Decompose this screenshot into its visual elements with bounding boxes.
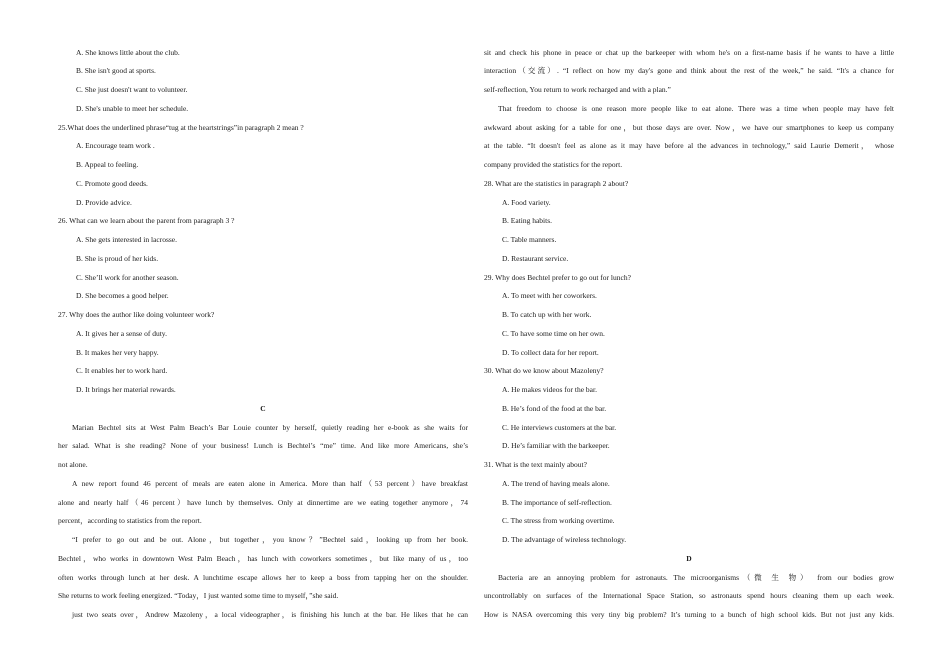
q30-option-a: A. He makes videos for the bar. [502, 385, 597, 394]
q27-option-d: D. It brings her material rewards. [76, 385, 176, 394]
q27-option-b: B. It makes her very happy. [76, 347, 159, 357]
q31-option-a: A. The trend of having meals alone. [502, 478, 610, 488]
passage-c-cont-p1-line1: sit and check his phone in peace or chat up the barkeeper with whom he's on a first-name basis if he wants to have a little [484, 47, 894, 57]
passage-c-cont-p1-line3: self-reflection, You return to work recharged and with a plan.” [484, 85, 671, 94]
passage-c-p2-line1: A new report found 46 percent of meals are eaten alone in America. More than half（53 percent）have breakfast [72, 478, 468, 488]
section-d-heading: D [686, 553, 692, 563]
passage-c-cont-p2-line3: at the table. “It doesn't feel as alone as it may have before al the advances in technology,” said Laurie Demerit， whose [484, 141, 894, 151]
passage-c-p2-line2: alone and nearly half（46 percent）have lunch by themselves. Only at dinnertime are we eating together anymore，74 [58, 497, 468, 507]
q25-option-c: C. Promote good deeds. [76, 178, 148, 188]
q27-question: 27. Why does the author like doing volunteer work? [58, 310, 215, 319]
q24-option-c: C. She just doesn't want to volunteer. [76, 85, 188, 94]
q30-option-c: C. He interviews customers at the bar. [502, 422, 617, 432]
q31-option-d: D. The advantage of wireless technology. [502, 535, 627, 544]
q31-option-b: B. The importance of self-reflection. [502, 497, 612, 507]
passage-c-p3-line4: She returns to work feeling energized. “Today，I just wanted some time to myself，”she said. [58, 591, 339, 601]
q25-option-b: B. Appeal to feeling. [76, 160, 139, 169]
q25-option-d: D. Provide advice. [76, 197, 132, 207]
passage-c-p1-line3: not alone. [58, 460, 88, 469]
q26-option-a: A. She gets interested in lacrosse. [76, 235, 178, 244]
q29-option-d: D. To collect data for her report. [502, 347, 599, 357]
q28-option-d: D. Restaurant service. [502, 253, 569, 263]
q25-question: 25.What does the underlined phrase“tug at the heartstrings”in paragraph 2 mean ? [58, 122, 304, 132]
q30-option-b: B. He’s fond of the food at the bar. [502, 403, 607, 413]
passage-d-p1-line2: uncontrollably on surfaces of the International Space Station, so astronauts spend hours cleaning them up each week. [484, 591, 894, 601]
q25-option-a: A. Encourage team work . [76, 141, 155, 151]
section-c-heading: C [260, 403, 266, 413]
q29-option-b: B. To catch up with her work. [502, 310, 592, 319]
q27-option-c: C. It enables her to work hard. [76, 366, 168, 376]
q28-question: 28. What are the statistics in paragraph 2 about? [484, 178, 629, 188]
q29-option-c: C. To have some time on her own. [502, 328, 605, 338]
q28-option-a: A. Food variety. [502, 197, 551, 207]
right-column [484, 44, 894, 625]
passage-c-cont-p1-line2: interaction（交流）. “I reflect on how my day's gone and think about the rest of the week,” he said. “It's a chance for [484, 66, 894, 76]
passage-c-cont-p2-line4: company provided the statistics for the report. [484, 160, 623, 169]
q26-option-c: C. She’ll work for another season. [76, 272, 179, 282]
passage-c-cont-p2-line2: awkward about asking for a table for one，but those days are over. Now，we have our smartphones to keep us company [484, 122, 894, 132]
passage-c-p3-line2: Bechtel，who works in downtown West Palm Beach，has lunch with coworkers sometimes，but like many of us，too [58, 553, 468, 563]
q27-option-a: A. It gives her a sense of duty. [76, 328, 167, 338]
q24-option-a: A. She knows little about the club. [76, 47, 180, 57]
q31-question: 31. What is the text mainly about? [484, 460, 587, 469]
q26-question: 26. What can we learn about the parent from paragraph 3 ? [58, 216, 235, 226]
passage-c-p4-line1: just two seats over，Andrew Mazoleny，a local videographer，is finishing his lunch at the bar. He likes that he can [72, 610, 468, 619]
passage-c-p1-line2: her salad. What is she reading? None of your business! Lunch is Bechtel’s “me” time. And like more Americans, she’s [58, 441, 468, 451]
q24-option-b: B. She isn't good at sports. [76, 66, 156, 76]
q24-option-d: D. She's unable to meet her schedule. [76, 103, 189, 113]
passage-c-p1-line1: Marian Bechtel sits at West Palm Beach’s Bar Louie counter by herself, quietly reading her e-book as she waits for [72, 422, 468, 432]
passage-d-p1-line1: Bacteria are an annoying problem for astronauts. The microorganisms（微 生 物） from our bodies grow [498, 572, 894, 582]
passage-c-p3-line1: “I prefer to go out and be out. Alone，but together，you know？”Bechtel said，looking up from her book. [72, 535, 468, 544]
q29-option-a: A. To meet with her coworkers. [502, 291, 597, 301]
passage-d-p1-line3: How is NASA overcoming this very tiny big problem? It’s turning to a bunch of high school kids. But not just any kids. [484, 610, 894, 619]
q26-option-b: B. She is proud of her kids. [76, 253, 159, 263]
left-column [58, 44, 468, 625]
q29-question: 29. Why does Bechtel prefer to go out for lunch? [484, 272, 631, 282]
q30-option-d: D. He’s familiar with the barkeeper. [502, 441, 610, 451]
passage-c-cont-p2-line1: That freedom to choose is one reason more people like to eat alone. There was a time when people may have felt [498, 103, 894, 113]
q31-option-c: C. The stress from working overtime. [502, 516, 615, 526]
q28-option-b: B. Eating habits. [502, 216, 552, 226]
q30-question: 30. What do we know about Mazoleny? [484, 366, 604, 376]
passage-c-p2-line3: percent，according to statistics from the report. [58, 516, 202, 526]
q28-option-c: C. Table manners. [502, 235, 557, 244]
passage-c-p3-line3: often works through lunch at her desk. A lunchtime escape allows her to keep a boss from tapping her on the shoulder. [58, 572, 468, 582]
q26-option-d: D. She becomes a good helper. [76, 291, 169, 301]
